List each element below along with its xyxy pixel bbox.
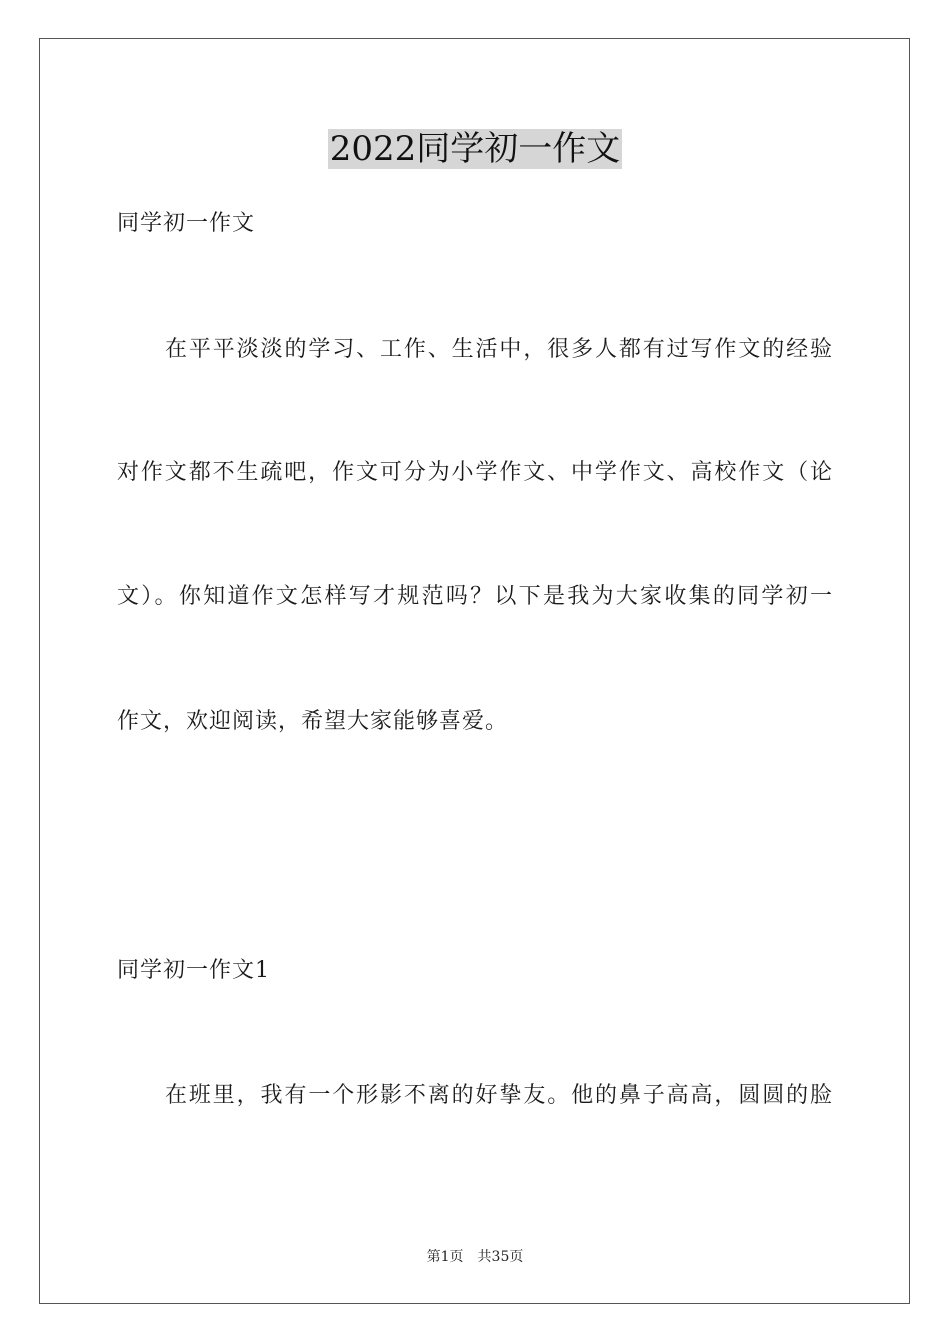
section1-line-1: 在班里，我有一个形影不离的好挚友。他的鼻子高高，圆圆的脸 <box>165 1083 833 1108</box>
intro-line-2: 对作文都不生疏吧，作文可分为小学作文、中学作文、高校作文（论 <box>117 460 833 485</box>
intro-line-4: 作文，欢迎阅读，希望大家能够喜爱。 <box>117 709 509 734</box>
intro-line-1: 在平平淡淡的学习、工作、生活中，很多人都有过写作文的经验 <box>165 337 833 362</box>
page-total: 共35页 <box>477 1249 524 1265</box>
section1-heading: 同学初一作文1 <box>117 958 270 983</box>
page-number: 第1页 <box>426 1249 464 1265</box>
intro-line-3: 文）。你知道作文怎样写才规范吗？以下是我为大家收集的同学初一 <box>117 584 833 609</box>
document-title <box>0 127 950 171</box>
document-title-text: 2022同学初一作文 <box>329 129 621 169</box>
document-subtitle: 同学初一作文 <box>117 211 256 236</box>
page-footer <box>0 1247 950 1267</box>
